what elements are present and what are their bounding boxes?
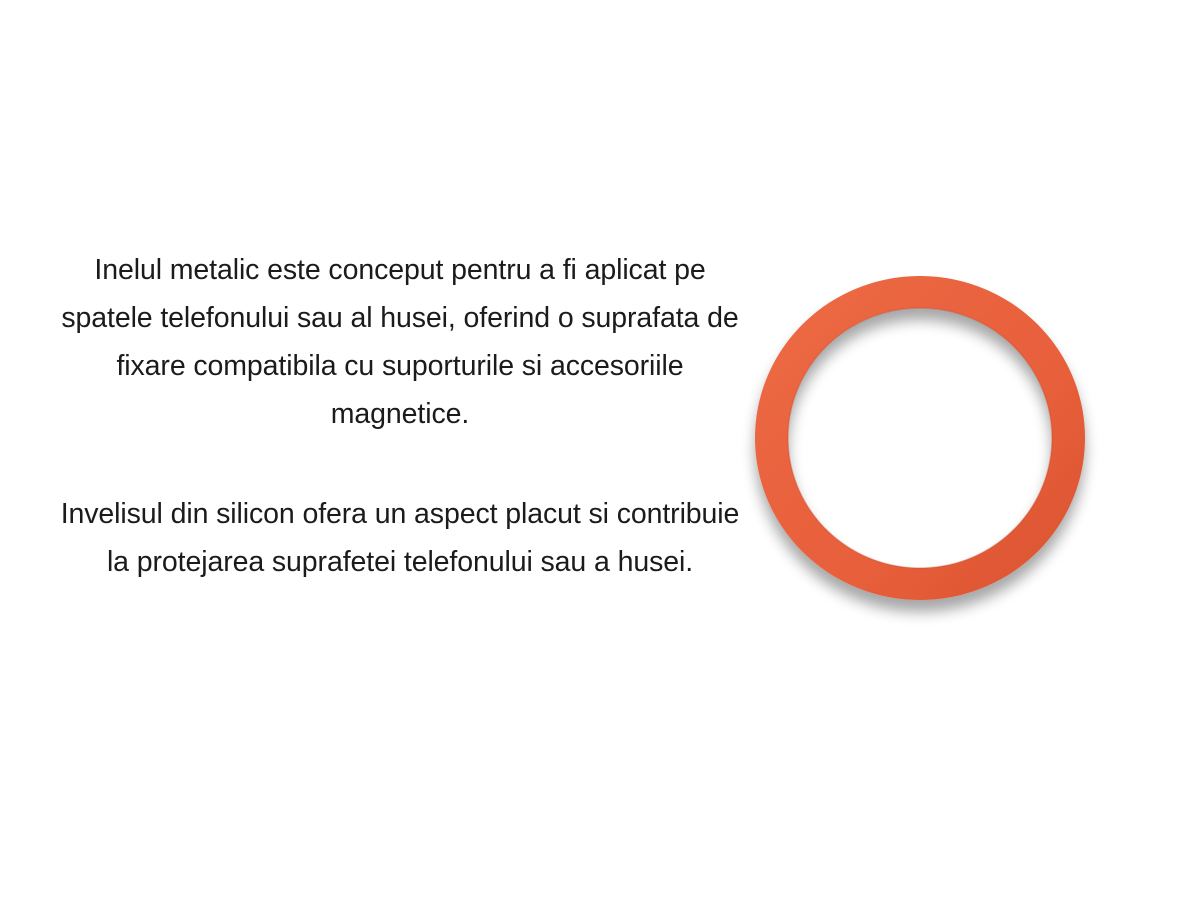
silicone-description-text: Invelisul din silicon ofera un aspect placut si contribuie la protejarea suprafetei telefonului sau a husei. xyxy=(60,498,740,578)
ring-description-text: Inelul metalic este conceput pentru a fi aplicat pe spatele telefonului sau al husei, oferind o suprafata de fixare compatibila cu suporturile si accesoriile magnetice. xyxy=(61,254,739,430)
silicone-ring-icon xyxy=(740,262,1110,632)
product-image xyxy=(740,262,1110,632)
